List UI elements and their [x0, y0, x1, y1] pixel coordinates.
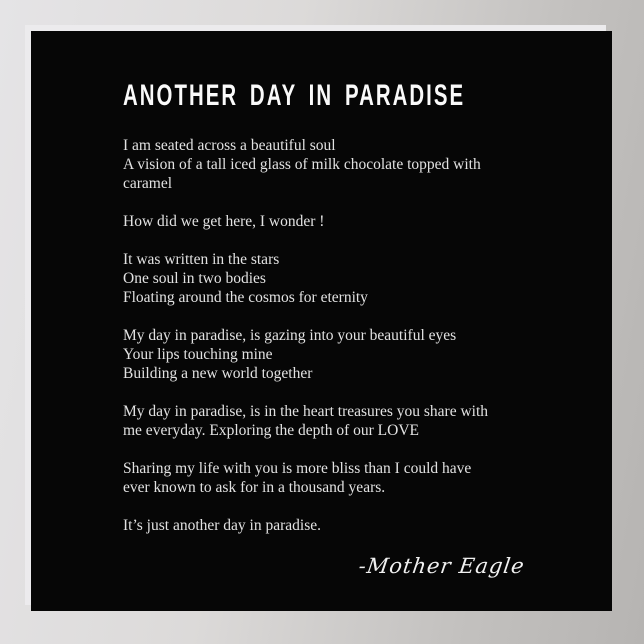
poster-content [31, 31, 612, 611]
poem-stanza: Sharing my life with you is more bliss than I could have ever known to ask for in a thousand years. [123, 460, 472, 496]
signature: -Mother Eagle [357, 554, 527, 578]
poem-stanza: My day in paradise, is gazing into your beautiful eyes Your lips touching mine Building a new world together [123, 327, 457, 382]
poem-stanza: It was written in the stars One soul in two bodies Floating around the cosmos for eternity [123, 251, 368, 306]
poem-stanza: My day in paradise, is in the heart treasures you share with me everyday. Exploring the depth of our LOVE [123, 403, 489, 439]
poem-stanza: I am seated across a beautiful soul A vision of a tall iced glass of milk chocolate topped with caramel [123, 137, 481, 192]
poster-title: ANOTHER DAY IN PARADISE [123, 79, 466, 112]
poem-stanza: How did we get here, I wonder ! [123, 213, 325, 230]
poem-body [123, 136, 523, 535]
poem-stanza: It’s just another day in paradise. [123, 517, 322, 534]
poster [31, 31, 612, 611]
